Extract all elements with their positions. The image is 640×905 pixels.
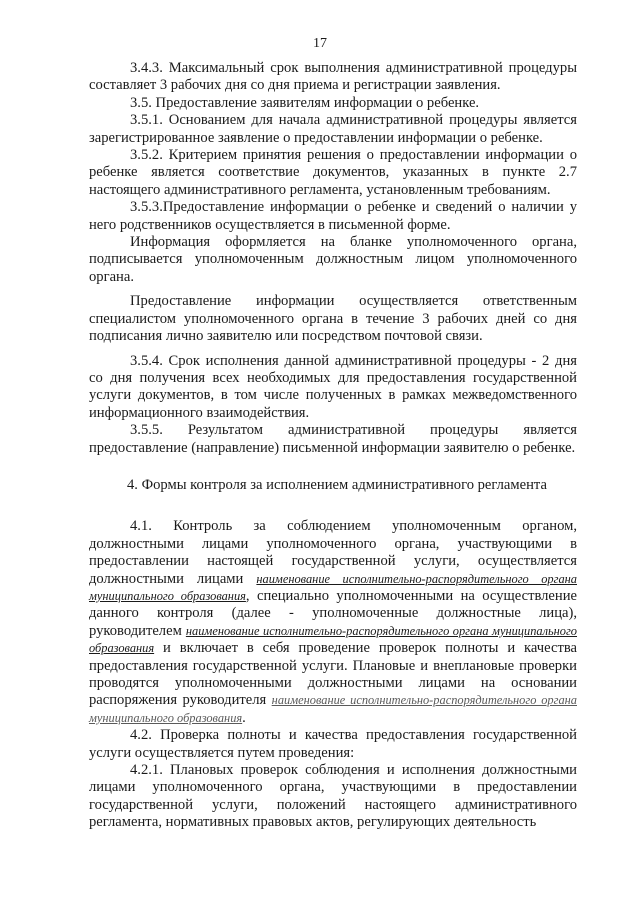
paragraph-3-5-5: 3.5.5. Результатом административной процедуры является предоставление (направление) письменной информации заявителю о ребенке. bbox=[89, 422, 577, 456]
paragraph-3-5: 3.5. Предоставление заявителям информации о ребенке. bbox=[130, 94, 480, 111]
paragraph-3-5-3: 3.5.3.Предоставление информации о ребенке и сведений о наличии у него родственников осуществляется в письменной форме. bbox=[89, 199, 577, 233]
placeholder-organ-name-2: наименование исполнительно-распорядительного органа муниципального образования bbox=[89, 623, 578, 656]
paragraph-4-1-text-2: , специально уполномоченными на осуществление данного контроля (далее - уполномоченные должностные лица), руководителем bbox=[89, 587, 578, 639]
paragraph-3-5-2: 3.5.2. Критерием принятия решения о предоставлении информации о ребенке является соответствие документов, указанных в пункте 2.7 настоящего административного регламента, установленным требованиям. bbox=[89, 147, 577, 198]
paragraph-4-2-1: 4.2.1. Плановых проверок соблюдения и исполнения должностными лицами уполномоченного органа, участвующими в предоставлении государственной услуги, положений настоящего административного регламента, нормативных правовых актов, регулирующих деятельность bbox=[89, 762, 577, 831]
placeholder-organ-name-1: наименование исполнительно-распорядительного органа муниципального образования bbox=[89, 571, 577, 603]
document-body bbox=[89, 60, 577, 832]
paragraph-4-1 bbox=[89, 518, 577, 727]
paragraph-3-5-1: 3.5.1. Основанием для начала административной процедуры является зарегистрированное заявление о предоставлении информации о ребенке. bbox=[89, 112, 577, 146]
section-heading: 4. Формы контроля за исполнением административного регламента bbox=[127, 476, 547, 493]
paragraph-4-1-text-1: 4.1. Контроль за соблюдением уполномоченным органом, должностными лицами уполномоченного органа, участвующими в предоставлении настоящей государственной услуги, осуществляется должностными лицами bbox=[89, 518, 577, 587]
page-number: 17 bbox=[313, 36, 327, 51]
placeholder-organ-name-3: наименование исполнительно-распорядительного органа муниципального образования bbox=[89, 693, 577, 725]
paragraph-4-1-text-3: и включает в себя проведение проверок полноты и качества предоставления государственной услуги. Плановые и внеплановые проверки проводятся уполномоченными должностными лицами на основании распоряжения руководителя bbox=[89, 640, 577, 709]
paragraph-3-5-4: 3.5.4. Срок исполнения данной административной процедуры - 2 дня со дня получения всех необходимых для предоставления государственной услуги документов, в том числе полученных в рамках межведомственного информационного взаимодействия. bbox=[89, 352, 577, 421]
paragraph-4-1-text-4: . bbox=[242, 709, 246, 726]
paragraph-3-4-3: 3.4.3. Максимальный срок выполнения административной процедуры составляет 3 рабочих дня со дня приема и регистрации заявления. bbox=[89, 60, 577, 94]
paragraph-info-form: Информация оформляется на бланке уполномоченного органа, подписывается уполномоченным должностным лицом уполномоченного органа. bbox=[89, 234, 577, 285]
paragraph-4-2: 4.2. Проверка полноты и качества предоставления государственной услуги осуществляется путем проведения: bbox=[89, 727, 577, 761]
paragraph-info-delivery: Предоставление информации осуществляется ответственным специалистом уполномоченного органа в течение 3 рабочих дней со дня подписания лично заявителю или посредством почтовой связи. bbox=[89, 293, 577, 345]
